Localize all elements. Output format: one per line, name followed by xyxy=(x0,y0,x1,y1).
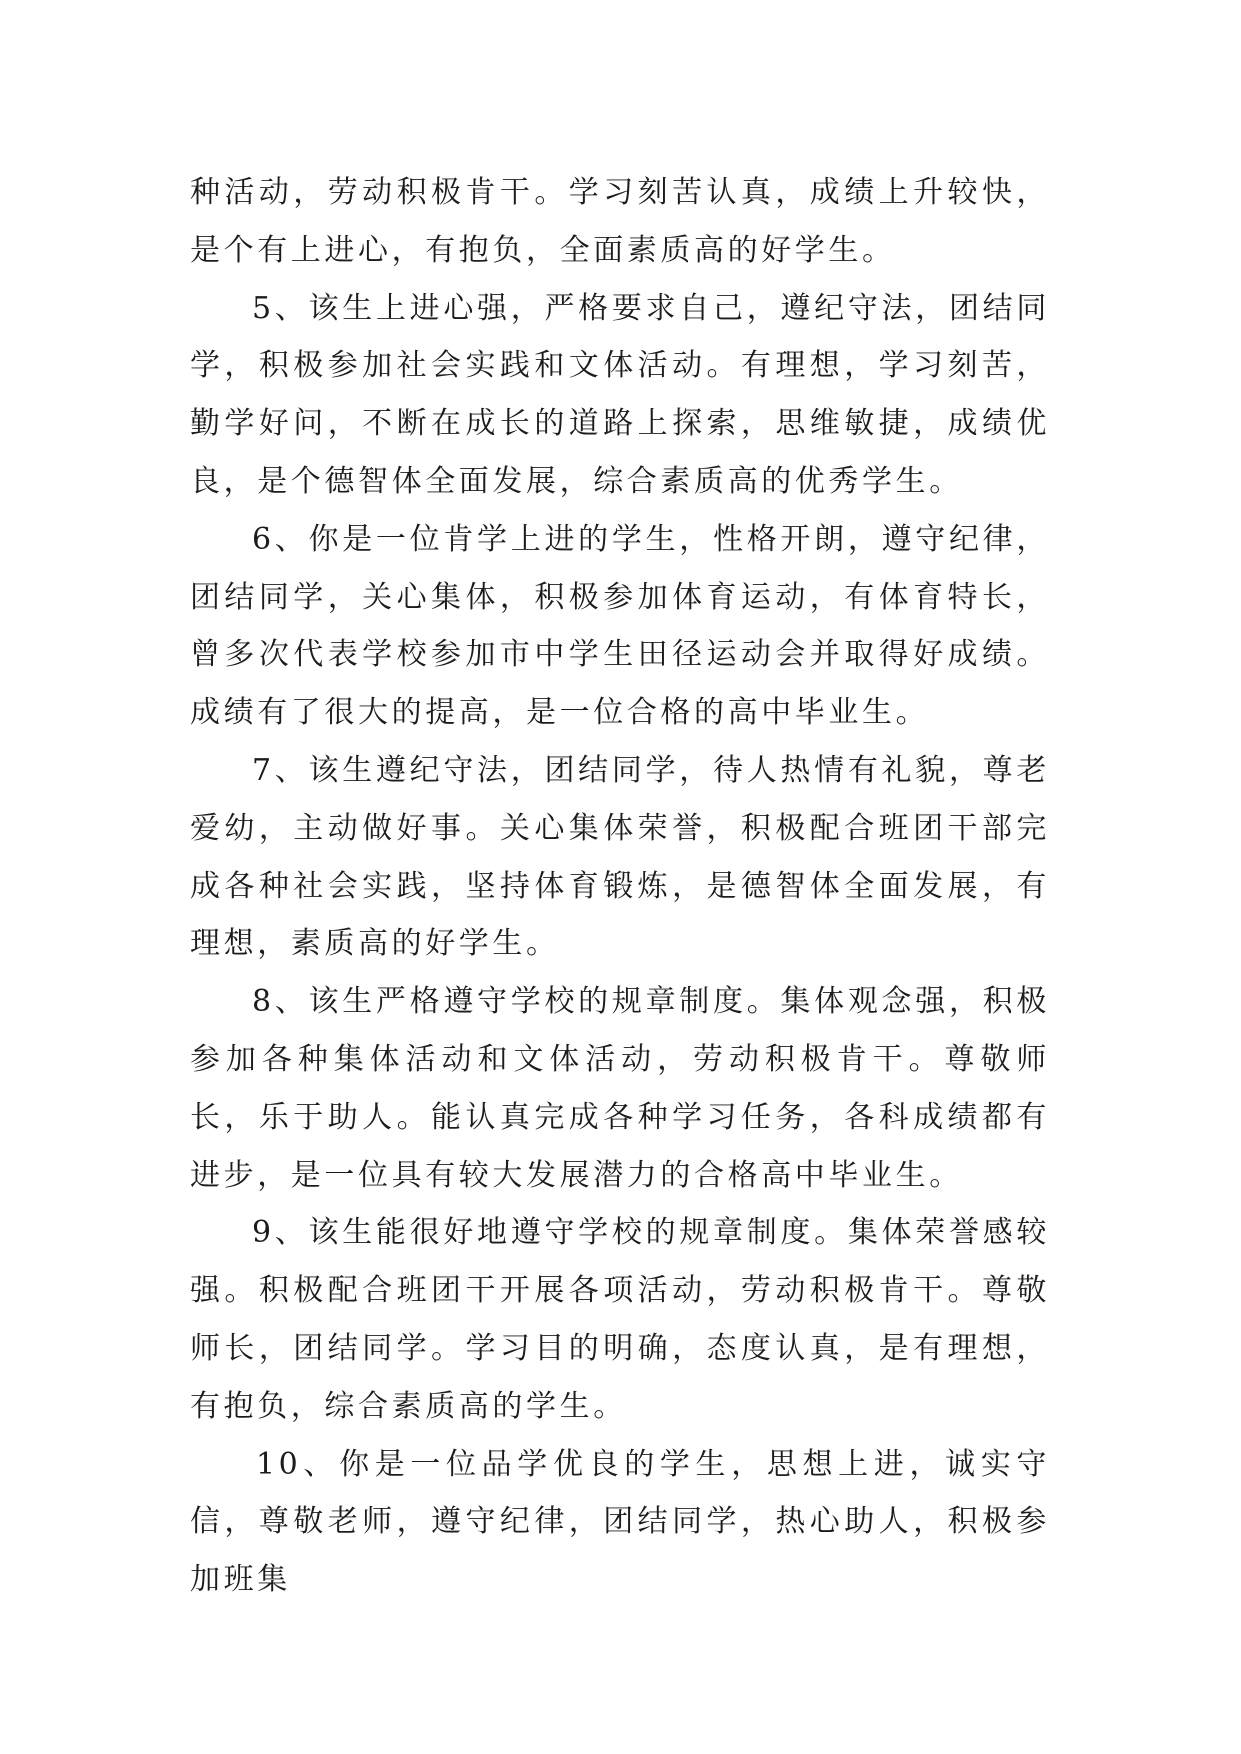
paragraph-6: 6、你是一位肯学上进的学生，性格开朗，遵守纪律，团结同学，关心集体，积极参加体育运动，有体育特长，曾多次代表学校参加市中学生田径运动会并取得好成绩。成绩有了很大的提高，是一位合格的高中毕业生。 xyxy=(190,521,1050,731)
paragraph-4-continued: 种活动，劳动积极肯干。学习刻苦认真，成绩上升较快，是个有上进心，有抱负，全面素质高的好学生。 xyxy=(190,175,1050,268)
paragraph-9: 9、该生能很好地遵守学校的规章制度。集体荣誉感较强。积极配合班团干开展各项活动，劳动积极肯干。尊敬师长，团结同学。学习目的明确，态度认真，是有理想，有抱负，综合素质高的学生。 xyxy=(190,1215,1050,1424)
paragraph-7: 7、该生遵纪守法，团结同学，待人热情有礼貌，尊老爱幼，主动做好事。关心集体荣誉，积极配合班团干部完成各种社会实践，坚持体育锻炼，是德智体全面发展，有理想，素质高的好学生。 xyxy=(190,752,1050,962)
paragraph-10: 10、你是一位品学优良的学生，思想上进，诚实守信，尊敬老师，遵守纪律，团结同学，热心助人，积极参加班集 xyxy=(190,1446,1050,1598)
paragraph-5: 5、该生上进心强，严格要求自己，遵纪守法，团结同学，积极参加社会实践和文体活动。有理想，学习刻苦，勤学好问，不断在成长的道路上探索，思维敏捷，成绩优良，是个德智体全面发展，综合素质高的优秀学生。 xyxy=(190,290,1050,499)
paragraph-8: 8、该生严格遵守学校的规章制度。集体观念强，积极参加各种集体活动和文体活动，劳动积极肯干。尊敬师长，乐于助人。能认真完成各种学习任务，各科成绩都有进步，是一位具有较大发展潜力的合格高中毕业生。 xyxy=(190,984,1050,1193)
document-body xyxy=(190,164,1050,1609)
